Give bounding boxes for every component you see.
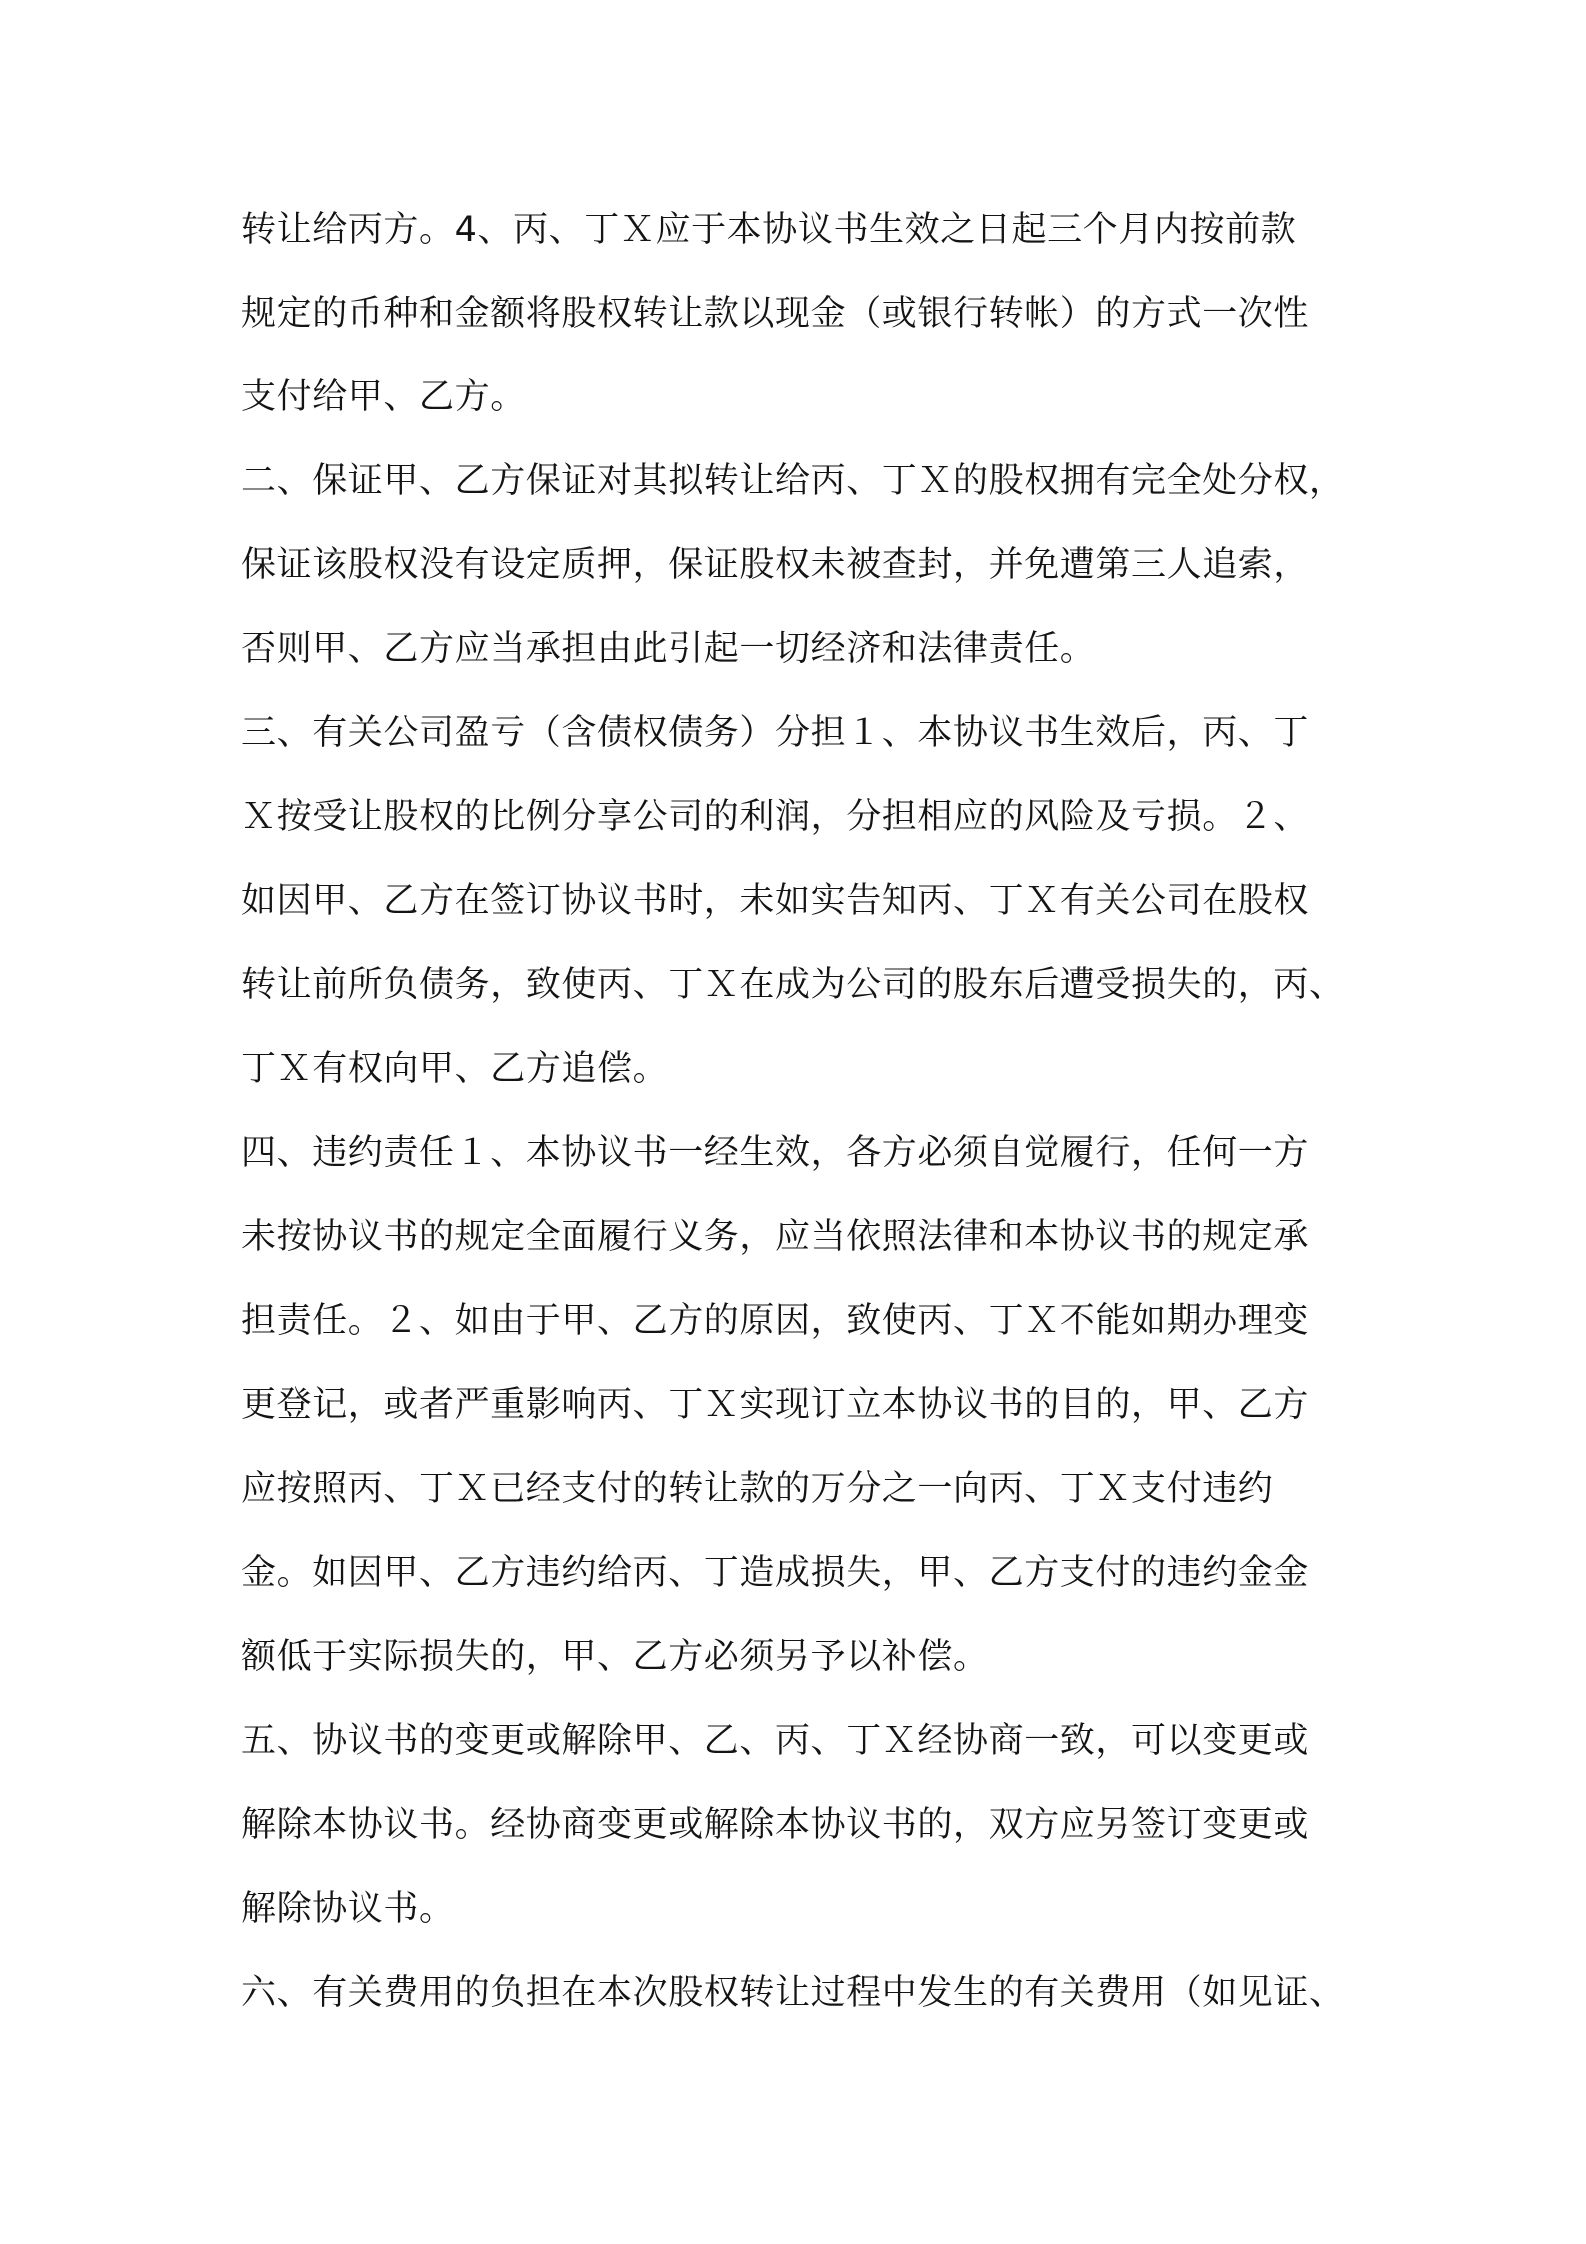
text-line: 转让给丙方。4、丙、丁Ｘ应于本协议书生效之日起三个月内按前款 [241,210,1297,250]
text-line: Ｘ按受让股权的比例分享公司的利润，分担相应的风险及亏损。２、 [241,797,1310,837]
text-line: 规定的币种和金额将股权转让款以现金（或银行转帐）的方式一次性 [241,294,1310,334]
text-line: 否则甲、乙方应当承担由此引起一切经济和法律责任。 [241,629,1096,669]
text-line: 二、保证甲、乙方保证对其拟转让给丙、丁Ｘ的股权拥有完全处分权， [241,461,1345,501]
text-line: 支付给甲、乙方。 [241,377,526,417]
text-line: 解除本协议书。经协商变更或解除本协议书的，双方应另签订变更或 [241,1805,1310,1845]
text-line: 未按协议书的规定全面履行义务，应当依照法律和本协议书的规定承 [241,1217,1310,1257]
text-line: 额低于实际损失的，甲、乙方必须另予以补偿。 [241,1637,989,1677]
text-line: 丁Ｘ有权向甲、乙方追偿。 [241,1049,669,1089]
text-line: 应按照丙、丁Ｘ已经支付的转让款的万分之一向丙、丁Ｘ支付违约 [241,1469,1274,1509]
text-line: 五、协议书的变更或解除甲、乙、丙、丁Ｘ经协商一致，可以变更或 [241,1721,1310,1761]
text-line: 三、有关公司盈亏（含债权债务）分担１、本协议书生效后，丙、丁 [241,713,1310,753]
text-line: 如因甲、乙方在签订协议书时，未如实告知丙、丁Ｘ有关公司在股权 [241,881,1310,921]
text-line: 六、有关费用的负担在本次股权转让过程中发生的有关费用（如见证、 [241,1973,1345,2013]
text-line: 更登记，或者严重影响丙、丁Ｘ实现订立本协议书的目的，甲、乙方 [241,1385,1310,1425]
text-line: 保证该股权没有设定质押，保证股权未被查封，并免遭第三人追索， [241,545,1310,585]
text-line: 转让前所负债务，致使丙、丁Ｘ在成为公司的股东后遭受损失的，丙、 [241,965,1345,1005]
text-line: 金。如因甲、乙方违约给丙、丁造成损失，甲、乙方支付的违约金金 [241,1553,1310,1593]
text-line: 担责任。２、如由于甲、乙方的原因，致使丙、丁Ｘ不能如期办理变 [241,1301,1310,1341]
text-line: 解除协议书。 [241,1889,455,1929]
text-line: 四、违约责任１、本协议书一经生效，各方必须自觉履行，任何一方 [241,1133,1310,1173]
